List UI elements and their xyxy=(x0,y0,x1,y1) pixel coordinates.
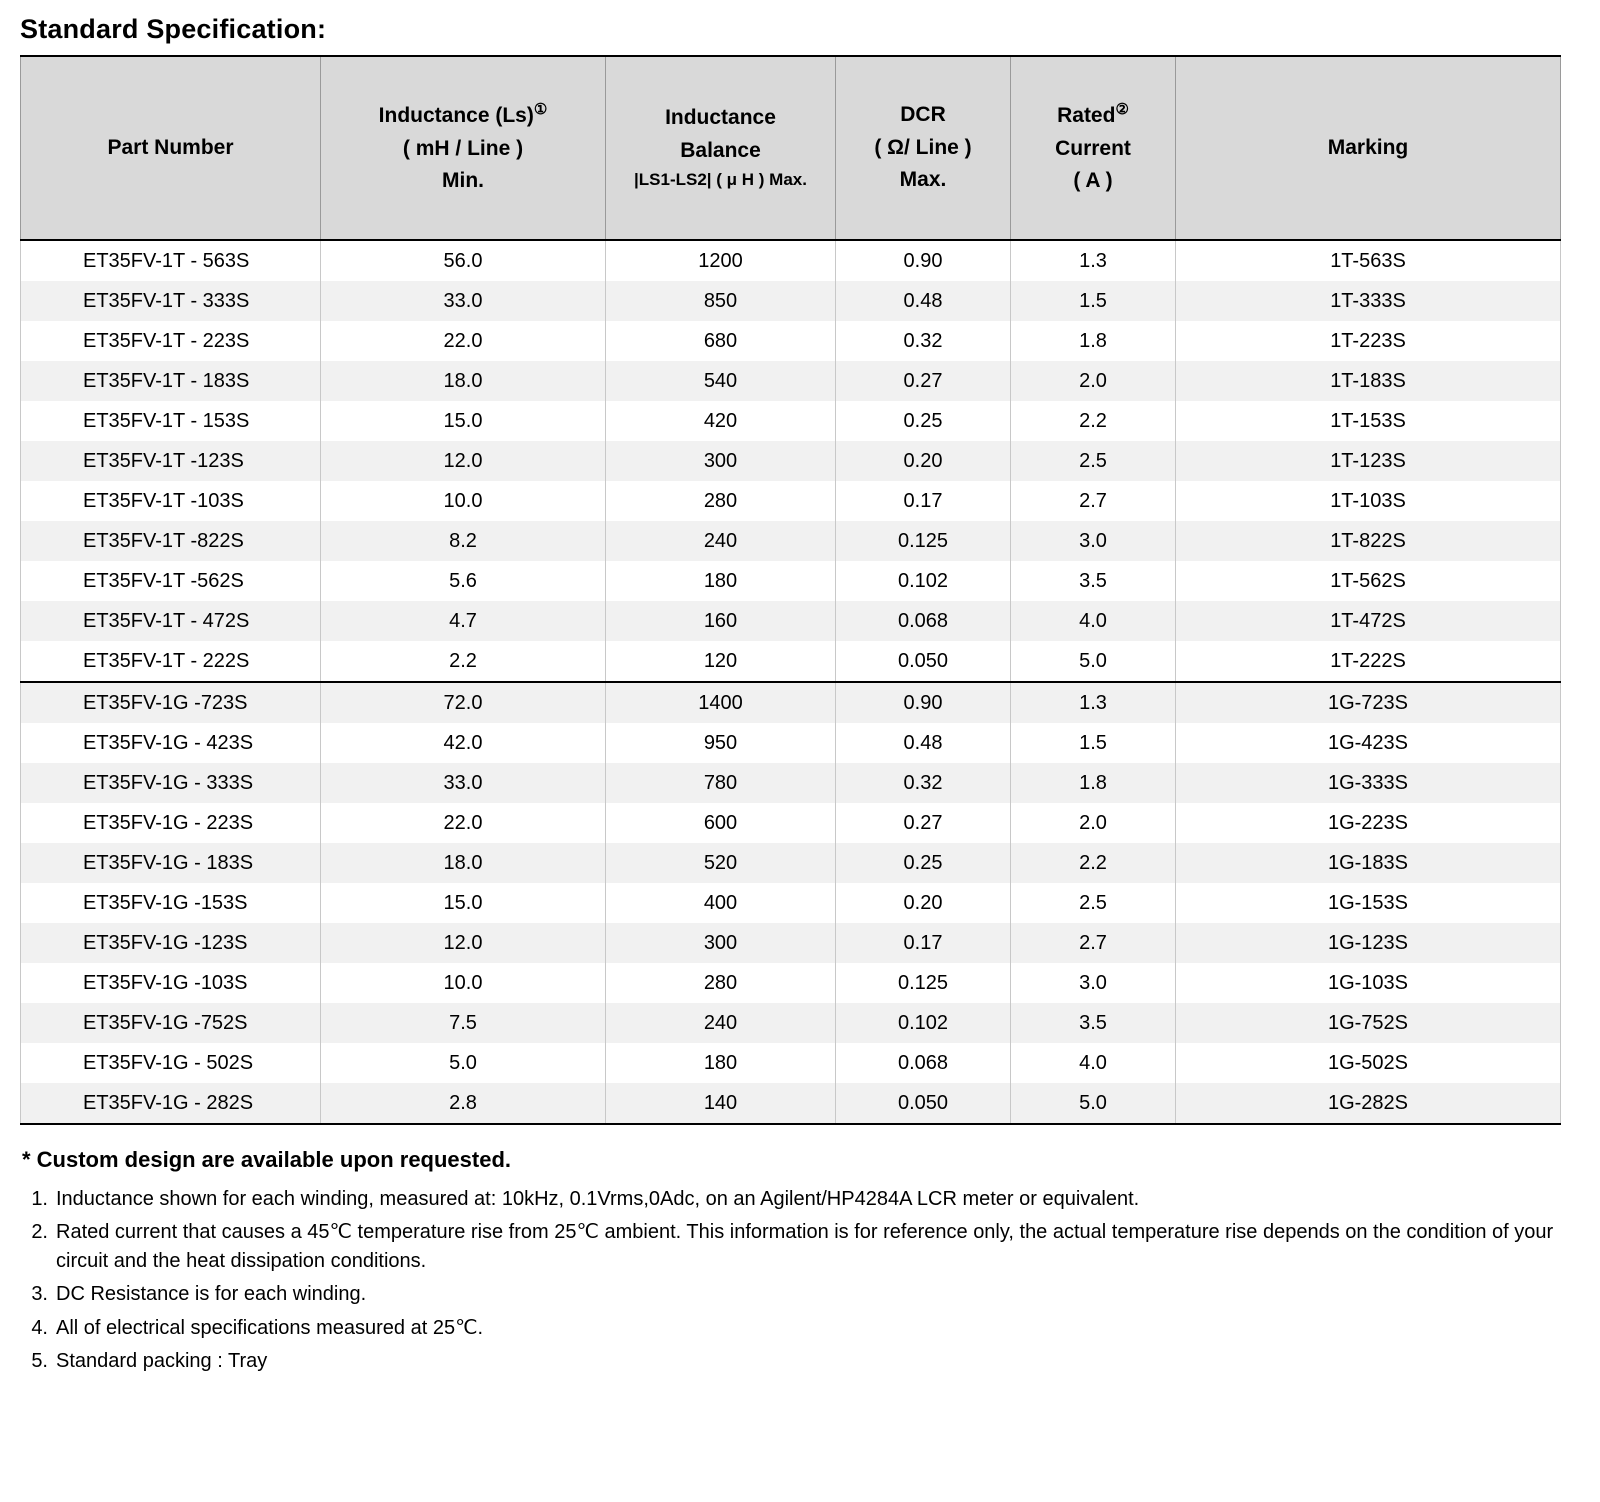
cell-inductance-min: 5.6 xyxy=(321,561,606,601)
column-header-part-number-line1: Part Number xyxy=(107,135,234,159)
cell-rated-current: 2.0 xyxy=(1011,361,1176,401)
table-row xyxy=(21,521,1561,561)
cell-rated-current: 2.7 xyxy=(1011,923,1176,963)
table-row xyxy=(21,883,1561,923)
cell-inductance-balance: 180 xyxy=(606,561,836,601)
cell-part-number: ET35FV-1G -723S xyxy=(21,682,321,723)
cell-marking: 1T-223S xyxy=(1176,321,1561,361)
cell-inductance-balance: 780 xyxy=(606,763,836,803)
cell-marking: 1T-153S xyxy=(1176,401,1561,441)
note-item xyxy=(22,1347,1582,1375)
cell-part-number: ET35FV-1T -103S xyxy=(21,481,321,521)
cell-inductance-balance: 1200 xyxy=(606,240,836,281)
cell-part-number: ET35FV-1G - 183S xyxy=(21,843,321,883)
footnote-marker-1: ① xyxy=(533,101,548,119)
cell-dcr-max: 0.102 xyxy=(836,561,1011,601)
table-header xyxy=(21,56,1561,240)
cell-marking: 1T-472S xyxy=(1176,601,1561,641)
note-item xyxy=(22,1185,1582,1213)
cell-dcr-max: 0.068 xyxy=(836,1043,1011,1083)
cell-inductance-min: 18.0 xyxy=(321,843,606,883)
cell-rated-current: 2.5 xyxy=(1011,441,1176,481)
cell-inductance-min: 42.0 xyxy=(321,723,606,763)
cell-inductance-balance: 180 xyxy=(606,1043,836,1083)
cell-inductance-min: 5.0 xyxy=(321,1043,606,1083)
table-row xyxy=(21,561,1561,601)
cell-dcr-max: 0.050 xyxy=(836,641,1011,682)
cell-part-number: ET35FV-1G -752S xyxy=(21,1003,321,1043)
table-row xyxy=(21,240,1561,281)
cell-inductance-balance: 520 xyxy=(606,843,836,883)
cell-rated-current: 4.0 xyxy=(1011,1043,1176,1083)
cell-inductance-min: 33.0 xyxy=(321,763,606,803)
cell-inductance-min: 15.0 xyxy=(321,401,606,441)
cell-inductance-balance: 240 xyxy=(606,1003,836,1043)
table-row xyxy=(21,1003,1561,1043)
cell-dcr-max: 0.25 xyxy=(836,843,1011,883)
cell-rated-current: 4.0 xyxy=(1011,601,1176,641)
page-title: Standard Specification: xyxy=(20,14,327,44)
column-header-rated-current xyxy=(1011,56,1176,240)
cell-inductance-min: 56.0 xyxy=(321,240,606,281)
cell-marking: 1T-563S xyxy=(1176,240,1561,281)
cell-part-number: ET35FV-1T - 223S xyxy=(21,321,321,361)
cell-part-number: ET35FV-1G - 282S xyxy=(21,1083,321,1124)
cell-part-number: ET35FV-1T -822S xyxy=(21,521,321,561)
note-number: 2. xyxy=(31,1221,48,1244)
note-text: Rated current that causes a 45℃ temperature rise from 25℃ ambient. This information is for reference only, the actual temperature rise depends on the condition of your circuit and the heat dissipation conditions. xyxy=(56,1221,1554,1272)
column-header-inductance-balance-line1: Inductance xyxy=(665,106,776,130)
column-header-inductance-ls-line3: Min. xyxy=(442,169,484,193)
cell-inductance-balance: 950 xyxy=(606,723,836,763)
cell-marking: 1G-502S xyxy=(1176,1043,1561,1083)
table-row xyxy=(21,641,1561,682)
cell-inductance-min: 22.0 xyxy=(321,803,606,843)
note-number: 4. xyxy=(31,1316,48,1339)
cell-rated-current: 1.3 xyxy=(1011,682,1176,723)
cell-inductance-min: 18.0 xyxy=(321,361,606,401)
cell-inductance-balance: 280 xyxy=(606,963,836,1003)
cell-rated-current: 2.2 xyxy=(1011,843,1176,883)
cell-part-number: ET35FV-1T - 563S xyxy=(21,240,321,281)
column-header-dcr-line3: Max. xyxy=(899,168,947,192)
table-row xyxy=(21,1083,1561,1124)
cell-inductance-balance: 300 xyxy=(606,441,836,481)
cell-dcr-max: 0.20 xyxy=(836,883,1011,923)
table-row xyxy=(21,763,1561,803)
cell-rated-current: 1.8 xyxy=(1011,763,1176,803)
note-number: 5. xyxy=(31,1349,48,1372)
table-row xyxy=(21,1043,1561,1083)
cell-inductance-min: 8.2 xyxy=(321,521,606,561)
cell-inductance-balance: 400 xyxy=(606,883,836,923)
cell-part-number: ET35FV-1G -103S xyxy=(21,963,321,1003)
note-item xyxy=(22,1218,1582,1275)
cell-marking: 1G-153S xyxy=(1176,883,1561,923)
cell-rated-current: 1.5 xyxy=(1011,723,1176,763)
note-text: DC Resistance is for each winding. xyxy=(56,1283,367,1306)
cell-inductance-min: 33.0 xyxy=(321,281,606,321)
note-text: Inductance shown for each winding, measured at: 10kHz, 0.1Vrms,0Adc, on an Agilent/HP4284A LCR meter or equivalent. xyxy=(56,1188,1140,1210)
cell-inductance-min: 72.0 xyxy=(321,682,606,723)
cell-inductance-min: 7.5 xyxy=(321,1003,606,1043)
cell-marking: 1G-223S xyxy=(1176,803,1561,843)
cell-marking: 1T-333S xyxy=(1176,281,1561,321)
table-row xyxy=(21,481,1561,521)
table-row xyxy=(21,682,1561,723)
cell-rated-current: 5.0 xyxy=(1011,641,1176,682)
cell-dcr-max: 0.32 xyxy=(836,763,1011,803)
column-header-inductance-ls-line2: ( mH / Line ) xyxy=(402,136,524,160)
cell-part-number: ET35FV-1T - 222S xyxy=(21,641,321,682)
cell-inductance-min: 12.0 xyxy=(321,923,606,963)
cell-rated-current: 2.7 xyxy=(1011,481,1176,521)
column-header-inductance-balance xyxy=(606,56,836,240)
note-text: Standard packing : Tray xyxy=(56,1349,268,1372)
note-text: All of electrical specifications measured at 25℃. xyxy=(56,1316,484,1339)
cell-dcr-max: 0.48 xyxy=(836,723,1011,763)
cell-rated-current: 3.5 xyxy=(1011,1003,1176,1043)
footnote-marker-2: ② xyxy=(1115,101,1129,119)
cell-inductance-min: 2.8 xyxy=(321,1083,606,1124)
column-header-marking xyxy=(1176,56,1561,240)
cell-rated-current: 2.5 xyxy=(1011,883,1176,923)
column-header-dcr xyxy=(836,56,1011,240)
cell-part-number: ET35FV-1G -123S xyxy=(21,923,321,963)
cell-marking: 1G-333S xyxy=(1176,763,1561,803)
cell-inductance-balance: 420 xyxy=(606,401,836,441)
cell-marking: 1G-183S xyxy=(1176,843,1561,883)
cell-marking: 1G-123S xyxy=(1176,923,1561,963)
cell-dcr-max: 0.050 xyxy=(836,1083,1011,1124)
cell-inductance-balance: 140 xyxy=(606,1083,836,1124)
cell-dcr-max: 0.48 xyxy=(836,281,1011,321)
note-number: 3. xyxy=(31,1283,48,1306)
column-header-rated-current-line3: ( A ) xyxy=(1073,169,1113,193)
cell-part-number: ET35FV-1T - 153S xyxy=(21,401,321,441)
footer-notes xyxy=(22,1147,1582,1375)
table-row xyxy=(21,361,1561,401)
column-header-inductance-balance-line2: Balance xyxy=(680,138,761,162)
cell-dcr-max: 0.17 xyxy=(836,481,1011,521)
column-header-inductance-balance-line3: |LS1-LS2| ( μ H ) Max. xyxy=(634,170,807,190)
cell-inductance-balance: 1400 xyxy=(606,682,836,723)
cell-inductance-balance: 160 xyxy=(606,601,836,641)
cell-rated-current: 3.0 xyxy=(1011,521,1176,561)
cell-dcr-max: 0.90 xyxy=(836,240,1011,281)
cell-inductance-balance: 540 xyxy=(606,361,836,401)
cell-rated-current: 1.5 xyxy=(1011,281,1176,321)
cell-inductance-min: 12.0 xyxy=(321,441,606,481)
cell-marking: 1G-103S xyxy=(1176,963,1561,1003)
column-header-inductance-ls xyxy=(321,56,606,240)
cell-part-number: ET35FV-1T -562S xyxy=(21,561,321,601)
cell-rated-current: 3.5 xyxy=(1011,561,1176,601)
cell-part-number: ET35FV-1G -153S xyxy=(21,883,321,923)
column-header-inductance-ls-line1: Inductance (Ls)① xyxy=(378,101,548,128)
table-row xyxy=(21,963,1561,1003)
table-row xyxy=(21,923,1561,963)
column-header-rated-current-line2: Current xyxy=(1055,136,1131,160)
cell-marking: 1T-123S xyxy=(1176,441,1561,481)
cell-part-number: ET35FV-1G - 333S xyxy=(21,763,321,803)
cell-marking: 1T-822S xyxy=(1176,521,1561,561)
cell-inductance-min: 22.0 xyxy=(321,321,606,361)
cell-inductance-balance: 240 xyxy=(606,521,836,561)
cell-marking: 1G-282S xyxy=(1176,1083,1561,1124)
cell-dcr-max: 0.068 xyxy=(836,601,1011,641)
cell-part-number: ET35FV-1G - 502S xyxy=(21,1043,321,1083)
cell-marking: 1G-423S xyxy=(1176,723,1561,763)
cell-dcr-max: 0.27 xyxy=(836,361,1011,401)
cell-inductance-min: 10.0 xyxy=(321,963,606,1003)
column-header-dcr-line2: ( Ω/ Line ) xyxy=(874,135,972,159)
cell-marking: 1T-562S xyxy=(1176,561,1561,601)
note-number: 1. xyxy=(31,1188,48,1210)
column-header-dcr-line1: DCR xyxy=(900,103,946,127)
column-header-part-number xyxy=(21,56,321,240)
table-body xyxy=(21,240,1561,1124)
cell-dcr-max: 0.20 xyxy=(836,441,1011,481)
cell-rated-current: 1.3 xyxy=(1011,240,1176,281)
cell-rated-current: 3.0 xyxy=(1011,963,1176,1003)
cell-marking: 1T-103S xyxy=(1176,481,1561,521)
note-item xyxy=(22,1314,1582,1342)
cell-dcr-max: 0.27 xyxy=(836,803,1011,843)
cell-rated-current: 2.0 xyxy=(1011,803,1176,843)
cell-dcr-max: 0.17 xyxy=(836,923,1011,963)
table-row xyxy=(21,803,1561,843)
cell-dcr-max: 0.102 xyxy=(836,1003,1011,1043)
table-row xyxy=(21,321,1561,361)
standard-specification-table xyxy=(20,55,1561,1125)
cell-inductance-balance: 600 xyxy=(606,803,836,843)
table-row xyxy=(21,441,1561,481)
cell-inductance-balance: 850 xyxy=(606,281,836,321)
cell-inductance-min: 15.0 xyxy=(321,883,606,923)
cell-rated-current: 5.0 xyxy=(1011,1083,1176,1124)
table-row xyxy=(21,601,1561,641)
cell-marking: 1T-222S xyxy=(1176,641,1561,682)
cell-inductance-min: 2.2 xyxy=(321,641,606,682)
cell-marking: 1T-183S xyxy=(1176,361,1561,401)
cell-inductance-balance: 300 xyxy=(606,923,836,963)
cell-dcr-max: 0.125 xyxy=(836,963,1011,1003)
cell-dcr-max: 0.25 xyxy=(836,401,1011,441)
cell-dcr-max: 0.32 xyxy=(836,321,1011,361)
note-item xyxy=(22,1280,1582,1308)
cell-rated-current: 2.2 xyxy=(1011,401,1176,441)
column-header-marking-line1: Marking xyxy=(1327,135,1409,159)
cell-rated-current: 1.8 xyxy=(1011,321,1176,361)
table-row xyxy=(21,281,1561,321)
table-row xyxy=(21,401,1561,441)
table-row xyxy=(21,843,1561,883)
cell-part-number: ET35FV-1T - 472S xyxy=(21,601,321,641)
cell-part-number: ET35FV-1T -123S xyxy=(21,441,321,481)
custom-design-note: * Custom design are available upon requested. xyxy=(22,1147,512,1172)
cell-marking: 1G-752S xyxy=(1176,1003,1561,1043)
cell-part-number: ET35FV-1G - 223S xyxy=(21,803,321,843)
numbered-note-list xyxy=(22,1185,1582,1375)
column-header-rated-current-line1: Rated② xyxy=(1057,101,1129,128)
cell-marking: 1G-723S xyxy=(1176,682,1561,723)
cell-dcr-max: 0.125 xyxy=(836,521,1011,561)
cell-inductance-balance: 280 xyxy=(606,481,836,521)
cell-dcr-max: 0.90 xyxy=(836,682,1011,723)
cell-inductance-balance: 120 xyxy=(606,641,836,682)
cell-part-number: ET35FV-1G - 423S xyxy=(21,723,321,763)
cell-part-number: ET35FV-1T - 183S xyxy=(21,361,321,401)
cell-inductance-balance: 680 xyxy=(606,321,836,361)
cell-inductance-min: 4.7 xyxy=(321,601,606,641)
table-row xyxy=(21,723,1561,763)
cell-part-number: ET35FV-1T - 333S xyxy=(21,281,321,321)
cell-inductance-min: 10.0 xyxy=(321,481,606,521)
